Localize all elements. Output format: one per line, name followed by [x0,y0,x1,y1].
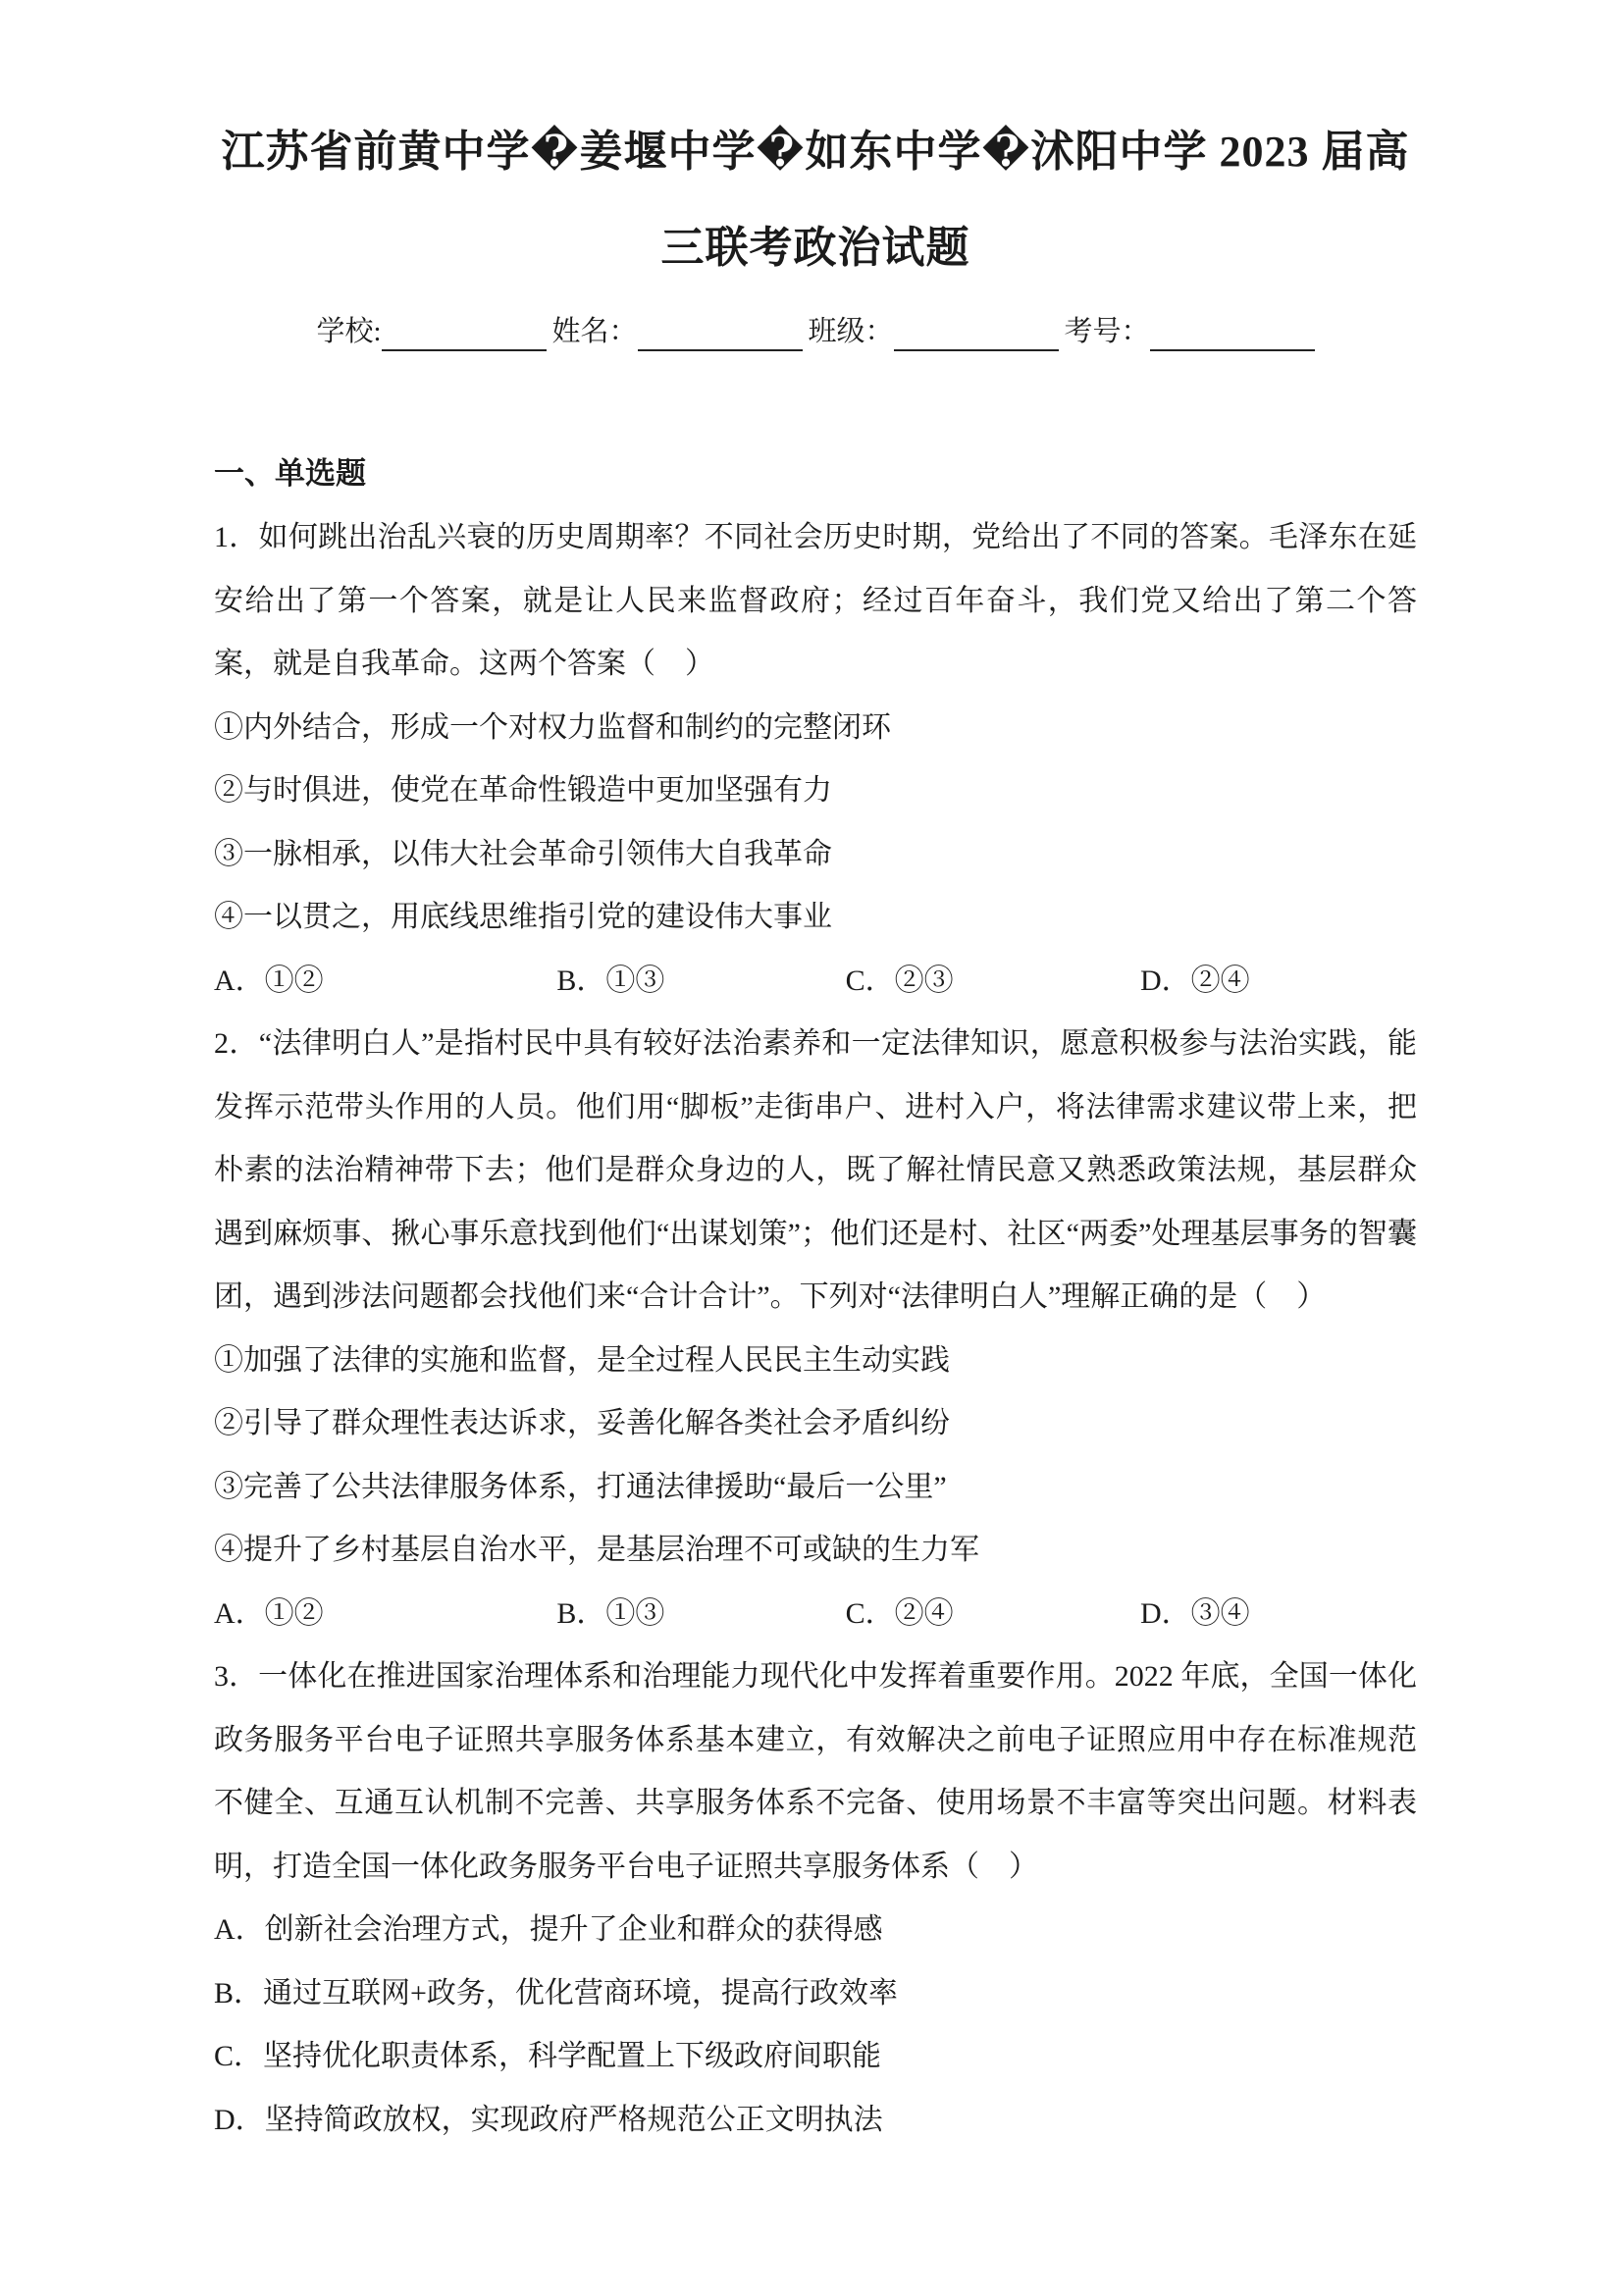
question-2-item-2: ②引导了群众理性表达诉求，妥善化解各类社会矛盾纠纷 [214,1407,950,1439]
question-2-option-a: A．①② [214,1596,324,1630]
field-exam-number [1065,312,1315,351]
question-1-options-row [214,950,1417,1014]
question-3-option-d: D．坚持简政放权，实现政府严格规范公正文明执法 [214,2103,883,2136]
student-info-row [214,312,1417,351]
question-2-option-b: B．①③ [556,1596,665,1630]
question-2-stem: 2．“法律明白人”是指村民中具有较好法治素养和一定法律知识，愿意积极参与法治实践，能发挥示范带头作用的人员。他们用“脚板”走街串户、进村入户，将法律需求建议带上来，把朴素的法治精神带下去；他们是群众身边的人，既了解社情民意又熟悉政策法规，基层群众遇到麻烦事、揪心事乐意找到他们“出谋划策”；他们还是村、社区“两委”处理基层事务的智囊团，遇到涉法问题都会找他们来“合计合计”。下列对“法律明白人”理解正确的是（ ） [214,1027,1417,1313]
question-1-item-4: ④一以贯之，用底线思维指引党的建设伟大事业 [214,901,832,933]
page-title [214,0,1417,296]
section-heading-single-choice: 一、单选题 [214,456,366,491]
question-2-item-1: ①加强了法律的实施和监督，是全过程人民民主生动实践 [214,1343,950,1377]
field-name-blank [638,314,803,351]
field-school [316,312,546,351]
question-3 [214,1645,1417,2152]
question-1-option-b: B．①③ [556,964,665,997]
question-1 [214,506,1417,1013]
question-3-option-a: A．创新社会治理方式，提升了企业和群众的获得感 [214,1913,883,1946]
field-class [809,312,1059,351]
question-2-option-d: D．③④ [1140,1596,1250,1630]
question-2-item-3: ③完善了公共法律服务体系，打通法律援助“最后一公里” [214,1470,947,1503]
question-1-option-d: D．②④ [1140,964,1250,997]
question-2-option-c: C．②④ [845,1596,954,1630]
question-3-stem: 3．一体化在推进国家治理体系和治理能力现代化中发挥着重要作用。2022 年底，全国一体化政务服务平台电子证照共享服务体系基本建立，有效解决之前电子证照应用中存在标准规范不健全、互通互认机制不完善、共享服务体系不完备、使用场景不丰富等突出问题。材料表明，打造全国一体化政务服务平台电子证照共享服务体系（ ） [214,1660,1417,1883]
field-name [552,312,803,351]
question-1-item-3: ③一脉相承，以伟大社会革命引领伟大自我革命 [214,837,832,870]
field-school-blank [382,314,547,351]
field-class-blank [894,314,1059,351]
question-1-item-2: ②与时俱进，使党在革命性锻造中更加坚强有力 [214,774,832,807]
question-1-stem: 1．如何跳出治乱兴衰的历史周期率？不同社会历史时期，党给出了不同的答案。毛泽东在延安给出了第一个答案，就是让人民来监督政府；经过百年奋斗，我们党又给出了第二个答案，就是自我革命。这两个答案（ ） [214,521,1417,680]
field-exam-number-blank [1150,314,1315,351]
question-2-item-4: ④提升了乡村基层自治水平，是基层治理不可或缺的生力军 [214,1534,979,1566]
field-name-label: 姓名： [551,316,638,347]
question-1-item-1: ①内外结合，形成一个对权力监督和制约的完整闭环 [214,710,891,744]
page-title-line-2: 三联考政治试题 [660,224,970,272]
page-title-line-1: 江苏省前黄中学�姜堰中学�如东中学�沭阳中学 2023 届高 [221,128,1410,176]
question-1-option-c: C．②③ [845,964,954,997]
question-1-option-a: A．①② [214,964,324,997]
question-3-option-b: B．通过互联网+政务，优化营商环境，提高行政效率 [214,1976,898,2009]
field-class-label: 班级： [808,316,894,347]
question-2-options-row [214,1583,1417,1646]
question-3-option-c: C．坚持优化职责体系，科学配置上下级政府间职能 [214,2040,882,2072]
question-2 [214,1013,1417,1645]
field-exam-number-label: 考号： [1064,316,1150,347]
field-school-label: 学校: [316,316,382,347]
